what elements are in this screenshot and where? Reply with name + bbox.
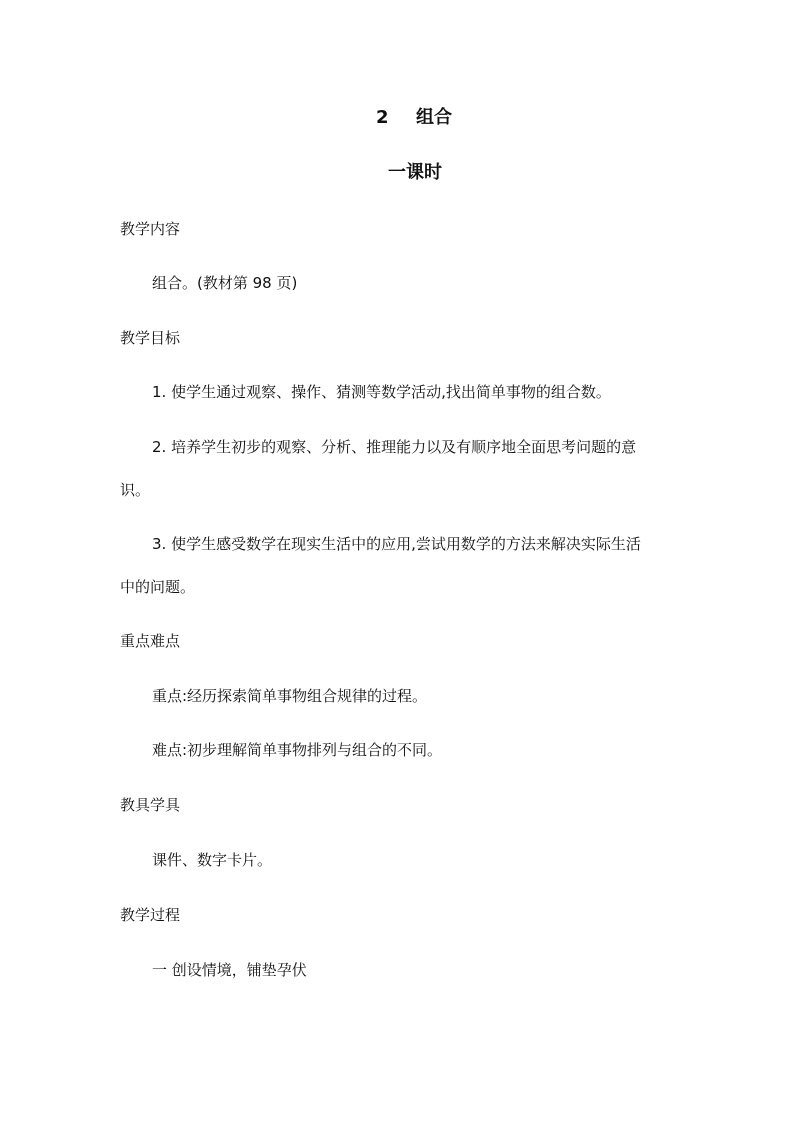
key-point: 重点:经历探索简单事物组合规律的过程。 (152, 687, 428, 705)
page-subtitle: 一课时 (388, 162, 442, 183)
section-heading-process: 教学过程 (120, 906, 181, 924)
section-heading-tools: 教具学具 (120, 796, 181, 814)
tools-body: 课件、数字卡片。 (152, 851, 273, 869)
section-heading-key-points: 重点难点 (120, 632, 181, 650)
goal-item-3-line2: 中的问题。 (120, 578, 196, 596)
goal-item-2-line1: 2. 培养学生初步的观察、分析、推理能力以及有顺序地全面思考问题的意 (152, 438, 637, 456)
page-title: 组合 (416, 107, 452, 128)
process-step-1: 一 创设情境，铺垫孕伏 (152, 961, 307, 979)
section-heading-goals: 教学目标 (120, 329, 181, 347)
difficult-point: 难点:初步理解简单事物排列与组合的不同。 (152, 741, 443, 759)
section-heading-content: 教学内容 (120, 220, 181, 238)
goal-item-1: 1. 使学生通过观察、操作、猜测等数学活动,找出简单事物的组合数。 (152, 383, 611, 401)
goal-item-3-line1: 3. 使学生感受数学在现实生活中的应用,尝试用数学的方法来解决实际生活 (152, 535, 641, 553)
goal-item-2-line2: 识。 (120, 481, 151, 499)
content-body: 组合。(教材第 98 页) (152, 274, 298, 292)
title-number: 2 (376, 107, 389, 128)
